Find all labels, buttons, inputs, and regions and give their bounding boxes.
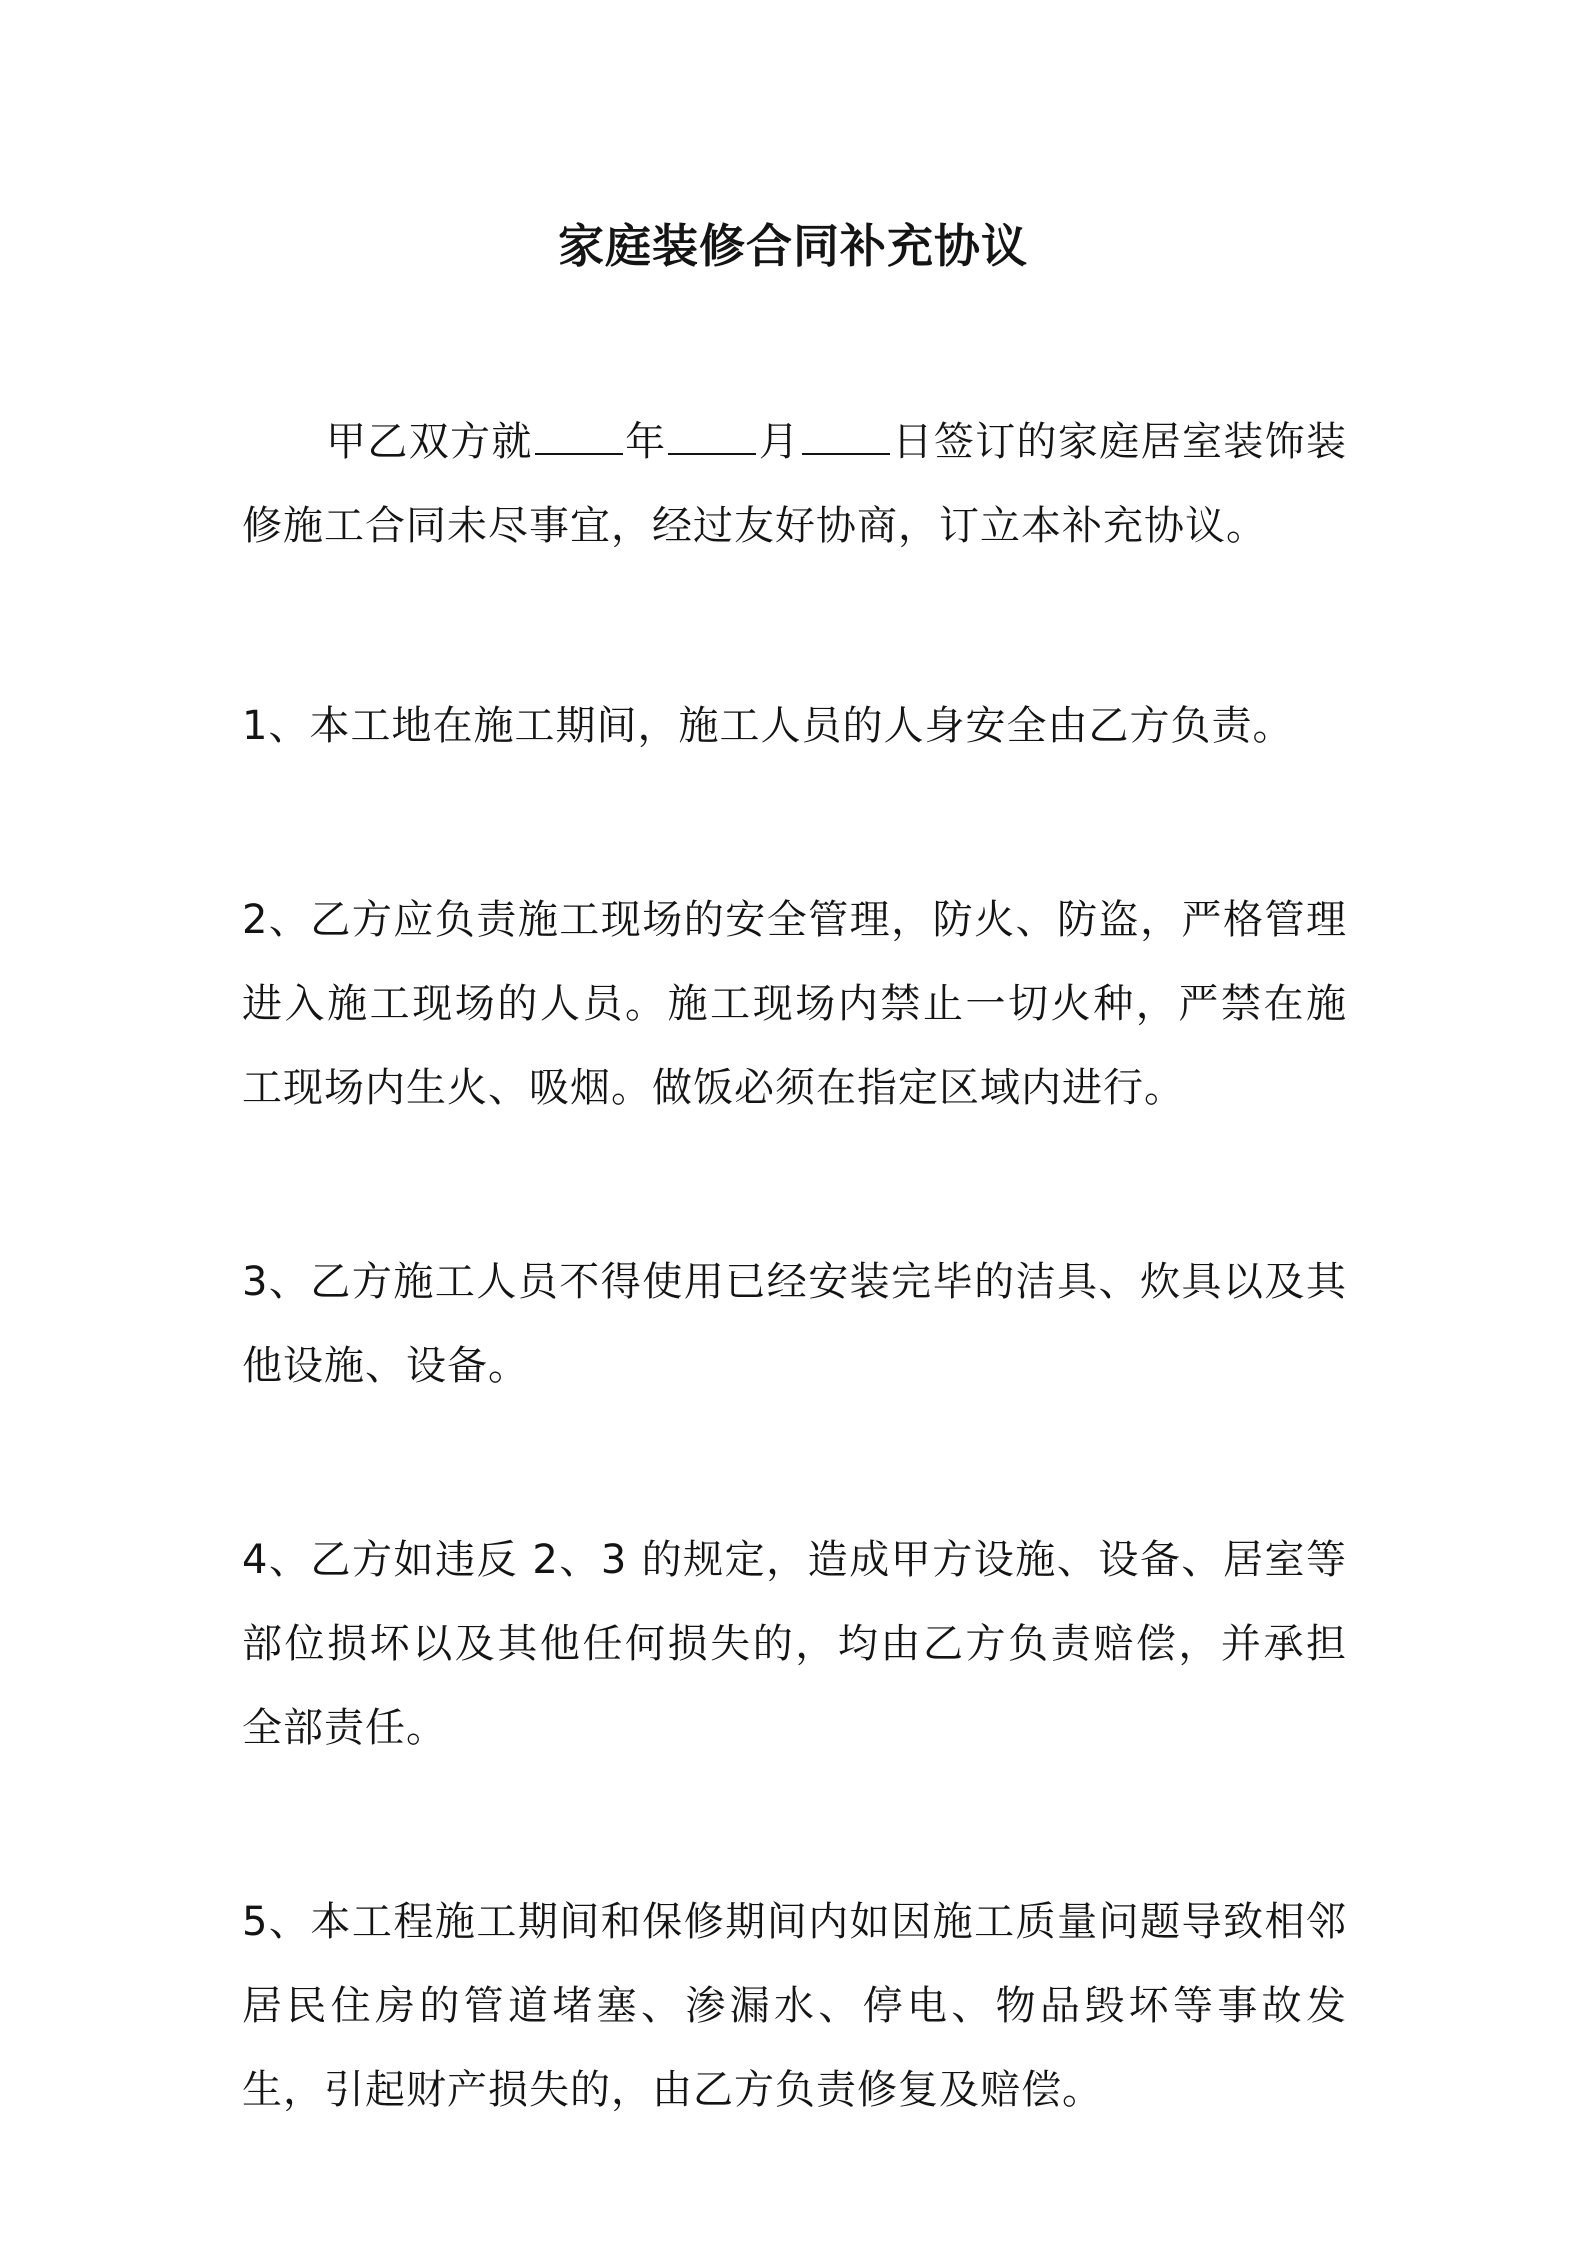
clause-3: 3、乙方施工人员不得使用已经安装完毕的洁具、炊具以及其他设施、设备。 (242, 1259, 1347, 1389)
blank-day (802, 419, 890, 455)
clause-5: 5、本工程施工期间和保修期间内如因施工质量问题导致相邻居民住房的管道堵塞、渗漏水、停电、物品毁坏等事故发生，引起财产损失的，由乙方负责修复及赔偿。 (242, 1899, 1347, 2113)
blank-month (668, 419, 756, 455)
month-label: 月 (758, 419, 801, 465)
document-body (242, 400, 1347, 2132)
intro-paragraph (242, 400, 1347, 568)
clause-4: 4、乙方如违反 2、3 的规定，造成甲方设施、设备、居室等部位损坏以及其他任何损失的，均由乙方负责赔偿，并承担全部责任。 (242, 1537, 1347, 1751)
intro-rest: 日签订的家庭居室装饰装修施工合同未尽事宜，经过友好协商，订立本补充协议。 (242, 419, 1348, 549)
year-label: 年 (624, 419, 667, 465)
document-title: 家庭装修合同补充协议 (558, 219, 1028, 273)
clause-2: 2、乙方应负责施工现场的安全管理，防火、防盗，严格管理进入施工现场的人员。施工现场内禁止一切火种，严禁在施工现场内生火、吸烟。做饭必须在指定区域内进行。 (242, 897, 1347, 1111)
blank-year (535, 419, 623, 455)
clause-1: 1、本工地在施工期间，施工人员的人身安全由乙方负责。 (242, 703, 1294, 749)
intro-prefix: 甲乙双方就 (326, 419, 533, 465)
